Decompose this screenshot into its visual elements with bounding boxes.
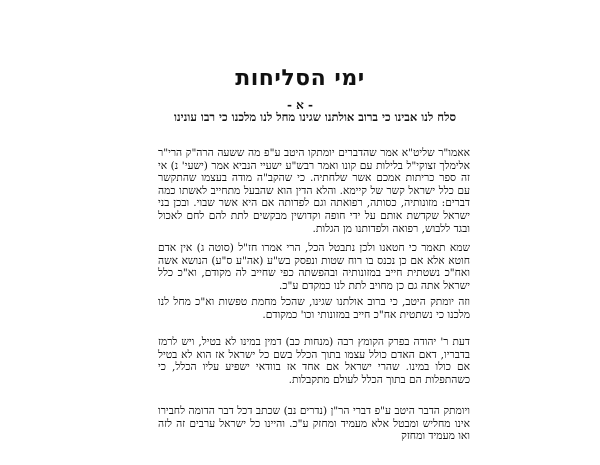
body-paragraph: שמא תאמר כי חטאנו ולכן נתבטל הכל, הרי אמרו חז"ל (סוטה ג) אין אדם חוטא אלא אם כן נכנס בו רוח שטות ונפסק בש"ע (אה"ע ס"ע) הנושא אשה ואח"כ נשטתית חייב במזונותיה ובהפשתה כפי שחייב לה מקודם, וא"כ כלל ישראל אתה גם כן מחויב לתת לנו כמקדם ע"כ.	[158, 242, 470, 292]
section-heading: סלח לנו אבינו כי ברוב אולתנו שגינו מחל לנו מלכנו כי רבו עונינו	[173, 110, 457, 124]
section-number: - א -	[286, 98, 314, 112]
body-paragraph: ויומתק הדבר היטב ע"פ דברי הר"ן (נדרים נב) שכתב דכל דבר הדומה לחבירו אינו מחליש ומבטל אלא מעמיד ומחזק ע"כ. והיינו כל ישראל ערבים זה לזה ואו מעמיד ומחזק	[158, 405, 470, 443]
body-paragraph: וזה יומתק היטב, כי ברוב אולתנו שגינו, שהכל מחמת טפשות וא"כ מחל לנו מלכנו כי נשתטית אח"כ חייב במזונותי וכו' כמקודם.	[158, 296, 470, 321]
body-paragraph: דעת ר' יהודה בפרק הקומץ רבה (מנחות כב) דמין במינו לא בטיל, ויש לרמז בדבריו, דאם האדם כולל עצמו בתוך הכלל בשם כל ישראל אז הוא לא בטיל אם כולו במינו. שהרי ישראל אם אחד אז בוודאי ישפיע עליו הכלל, כי כשהתפלות הם בתוך הכלל לעולם מתקבלות.	[158, 336, 470, 386]
body-paragraph: אאמו"ר שליט"א אמר שהדברים יומתקו היטב ע"פ מה ששעה הרה"ק הרי"ר אלימלך זצוקי"ל בלילות עם קונו ואמר רבש"ע ישעיי הנביא אמר (ישעי' נ) אי זה ספר כריתות אמכם אשר שלחתיה. כי שהקב"ה מודה בעצמו שהתקשר עם כלל ישראל קשר של קיימא. והלא הדין הוא שהבעל מתחייב לאשתו כמה דברים: מזונותיה, כסותה, רפואתה וגם לפדותה אם היא אשר שבוי. ובכן בני ישראל שקדשת אותם על ידי חופה וקדושין מבקשים לתת להם לחם לאכול ובגד ללבוש, רפואה ולפדותנו מן הגלות.	[158, 147, 470, 235]
page-title: ימי הסליחות	[235, 66, 365, 91]
